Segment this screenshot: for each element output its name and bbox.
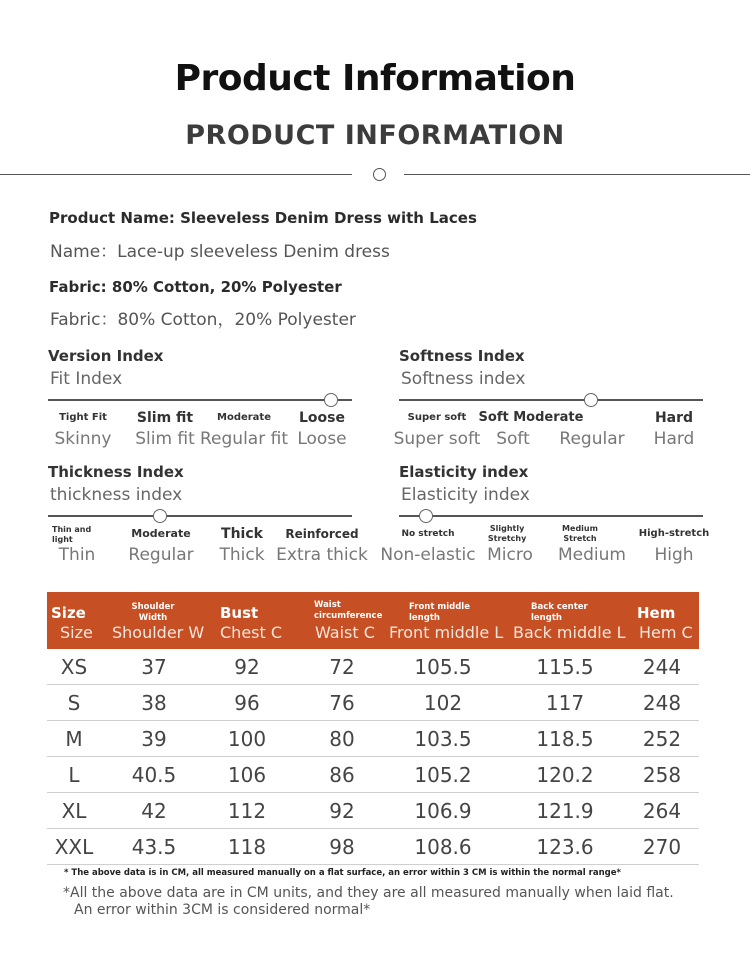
table-row bbox=[47, 829, 699, 865]
version-label bbox=[200, 407, 288, 449]
softness-label-en: Super soft bbox=[407, 412, 467, 423]
table-cell: 98 bbox=[329, 835, 355, 859]
table-cell: L bbox=[68, 763, 80, 787]
note-line-2: An error within 3CM is considered normal* bbox=[74, 902, 371, 918]
header-alt: Chest C bbox=[220, 623, 283, 642]
thickness-index-subtitle: thickness index bbox=[50, 485, 183, 505]
thickness-label-en: Moderate bbox=[131, 527, 191, 540]
product-name-alt: Name：Lace-up sleeveless Denim dress bbox=[50, 242, 390, 262]
thickness-index-knob bbox=[153, 509, 167, 523]
thickness-label-alt: Extra thick bbox=[276, 545, 368, 565]
table-cell: 39 bbox=[141, 727, 167, 751]
table-cell: XS bbox=[60, 655, 88, 679]
table-cell: 42 bbox=[141, 799, 167, 823]
thickness-label-alt: Thin bbox=[58, 545, 96, 565]
elasticity-index-labels bbox=[380, 523, 710, 565]
elasticity-index bbox=[380, 463, 710, 565]
table-cell: 86 bbox=[329, 763, 355, 787]
table-cell: 96 bbox=[234, 691, 260, 715]
table-cell: S bbox=[67, 691, 81, 715]
softness-index-subtitle: Softness index bbox=[401, 369, 526, 389]
table-cell: 106 bbox=[227, 763, 267, 787]
table-cell: 80 bbox=[329, 727, 355, 751]
thickness-index-labels bbox=[48, 523, 368, 565]
softness-label-en: Hard bbox=[654, 410, 694, 426]
table-cell: XXL bbox=[54, 835, 94, 859]
thickness-index bbox=[48, 463, 368, 565]
table-cell: 76 bbox=[329, 691, 355, 715]
table-cell: 106.9 bbox=[414, 799, 472, 823]
table-cell: 248 bbox=[642, 691, 682, 715]
header-en: Hem bbox=[637, 604, 676, 622]
version-index-labels bbox=[48, 407, 352, 449]
page-subtitle: PRODUCT INFORMATION bbox=[185, 120, 565, 151]
elasticity-label-en: No stretch bbox=[401, 529, 455, 539]
table-cell: 105.2 bbox=[414, 763, 472, 787]
table-row bbox=[47, 793, 699, 829]
thickness-index-title: Thickness Index bbox=[48, 463, 184, 481]
version-index-subtitle: Fit Index bbox=[50, 369, 123, 389]
table-cell: 92 bbox=[329, 799, 355, 823]
table-cell: 118.5 bbox=[536, 727, 594, 751]
elasticity-index-line bbox=[399, 515, 703, 517]
note-line-1: *All the above data are in CM units, and they are all measured manually when laid flat. bbox=[63, 885, 674, 901]
header-alt: Hem C bbox=[639, 623, 693, 642]
elasticity-index-track bbox=[399, 509, 703, 523]
table-cell: 108.6 bbox=[414, 835, 472, 859]
softness-label-en: Soft Moderate bbox=[478, 410, 584, 425]
version-label-alt: Regular fit bbox=[200, 429, 288, 449]
header-en: Back center length bbox=[531, 602, 588, 623]
softness-label bbox=[559, 407, 624, 449]
softness-label-alt: Hard bbox=[653, 429, 695, 449]
softness-index-title: Softness Index bbox=[399, 347, 525, 365]
table-cell: XL bbox=[61, 799, 87, 823]
table-row bbox=[47, 649, 699, 685]
elasticity-label bbox=[487, 523, 533, 565]
elasticity-label-alt: High bbox=[654, 545, 694, 565]
table-cell: 264 bbox=[642, 799, 682, 823]
softness-label-alt: Super soft bbox=[393, 429, 481, 449]
table-row bbox=[47, 685, 699, 721]
thickness-index-line bbox=[48, 515, 352, 517]
table-cell: 120.2 bbox=[536, 763, 594, 787]
divider-circle-icon bbox=[373, 168, 386, 181]
table-cell: 103.5 bbox=[414, 727, 472, 751]
softness-index-knob bbox=[584, 393, 598, 407]
fabric-alt: Fabric：80% Cotton，20% Polyester bbox=[50, 310, 356, 330]
table-cell: 37 bbox=[141, 655, 167, 679]
version-label-en: Moderate bbox=[216, 412, 272, 423]
version-label-alt: Skinny bbox=[54, 429, 112, 449]
version-label bbox=[297, 407, 346, 449]
table-cell: 105.5 bbox=[414, 655, 472, 679]
header-en: Front middle length bbox=[409, 602, 470, 623]
thickness-label bbox=[128, 523, 193, 565]
version-index-line bbox=[48, 399, 352, 401]
table-cell: 100 bbox=[227, 727, 267, 751]
table-cell: 123.6 bbox=[536, 835, 594, 859]
header-alt: Waist C bbox=[315, 623, 375, 642]
size-table-header bbox=[47, 592, 699, 649]
table-cell: 43.5 bbox=[131, 835, 177, 859]
header-en: Bust bbox=[220, 604, 259, 622]
header-alt: Back middle L bbox=[513, 623, 626, 642]
page-title: Product Information bbox=[174, 58, 576, 99]
elasticity-label-alt: Medium bbox=[558, 545, 626, 565]
table-row bbox=[47, 721, 699, 757]
table-cell: 270 bbox=[642, 835, 682, 859]
thickness-label bbox=[219, 523, 264, 565]
header-en: Size bbox=[51, 604, 86, 622]
table-cell: 112 bbox=[227, 799, 267, 823]
softness-label bbox=[654, 407, 695, 449]
version-index-track bbox=[48, 393, 352, 407]
table-cell: 258 bbox=[642, 763, 682, 787]
note-small: * The above data is in CM, all measured manually on a flat surface, an error within 3 CM is within the normal range* bbox=[64, 868, 621, 878]
version-label bbox=[55, 407, 112, 449]
version-index bbox=[48, 347, 352, 449]
thickness-label-alt: Regular bbox=[128, 545, 194, 565]
elasticity-label bbox=[380, 523, 475, 565]
table-cell: 102 bbox=[423, 691, 463, 715]
softness-label-en bbox=[559, 407, 624, 429]
thickness-label-alt: Thick bbox=[219, 545, 265, 565]
table-cell: M bbox=[65, 727, 83, 751]
elasticity-label bbox=[639, 523, 710, 565]
version-label-en: Tight Fit bbox=[59, 412, 107, 423]
thickness-label-en: Reinforced bbox=[285, 527, 359, 541]
version-label-en: Loose bbox=[298, 410, 345, 426]
thickness-label-en: Thick bbox=[221, 526, 263, 542]
softness-label-alt: Regular bbox=[559, 429, 625, 449]
softness-index-line bbox=[399, 399, 703, 401]
header-alt: Size bbox=[60, 623, 93, 642]
elasticity-label-alt: Micro bbox=[487, 545, 533, 565]
version-index-knob bbox=[324, 393, 338, 407]
softness-index-labels bbox=[393, 407, 703, 449]
elasticity-label-en: High-stretch bbox=[638, 528, 710, 539]
elasticity-index-title: Elasticity index bbox=[399, 463, 529, 481]
fabric-label: Fabric: 80% Cotton, 20% Polyester bbox=[49, 278, 342, 296]
thickness-label bbox=[52, 523, 102, 565]
thickness-label bbox=[276, 523, 368, 565]
header-en: Waist circumference bbox=[314, 600, 383, 621]
thickness-index-track bbox=[48, 509, 352, 523]
table-cell: 72 bbox=[329, 655, 355, 679]
table-cell: 92 bbox=[234, 655, 260, 679]
table-cell: 117 bbox=[545, 691, 585, 715]
table-cell: 38 bbox=[141, 691, 167, 715]
thickness-label-en: Thin and light bbox=[52, 525, 92, 544]
size-table bbox=[47, 592, 699, 865]
elasticity-index-subtitle: Elasticity index bbox=[401, 485, 530, 505]
elasticity-label-alt: Non-elastic bbox=[380, 545, 476, 565]
table-cell: 252 bbox=[642, 727, 682, 751]
softness-label-alt: Soft bbox=[496, 429, 530, 449]
softness-index-track bbox=[399, 393, 703, 407]
version-label-alt: Loose bbox=[297, 429, 347, 449]
header-alt: Front middle L bbox=[389, 623, 504, 642]
table-row bbox=[47, 757, 699, 793]
table-cell: 121.9 bbox=[536, 799, 594, 823]
table-cell: 118 bbox=[227, 835, 267, 859]
softness-index bbox=[393, 347, 703, 449]
elasticity-label-en: Slightly Stretchy bbox=[487, 524, 527, 543]
header-en: Shoulder Width bbox=[131, 602, 175, 623]
version-label bbox=[135, 407, 195, 449]
version-label-alt: Slim fit bbox=[135, 429, 195, 449]
version-index-title: Version Index bbox=[48, 347, 164, 365]
product-name-label: Product Name: Sleeveless Denim Dress with Laces bbox=[49, 209, 477, 227]
divider-right bbox=[404, 174, 750, 175]
table-cell: 244 bbox=[642, 655, 682, 679]
version-label-en: Slim fit bbox=[136, 410, 194, 426]
elasticity-label-en: Medium Stretch bbox=[562, 524, 598, 543]
table-cell: 40.5 bbox=[131, 763, 177, 787]
elasticity-label bbox=[558, 523, 626, 565]
divider-left bbox=[0, 174, 352, 175]
elasticity-index-knob bbox=[419, 509, 433, 523]
header-alt: Shoulder W bbox=[112, 623, 205, 642]
table-cell: 115.5 bbox=[536, 655, 594, 679]
